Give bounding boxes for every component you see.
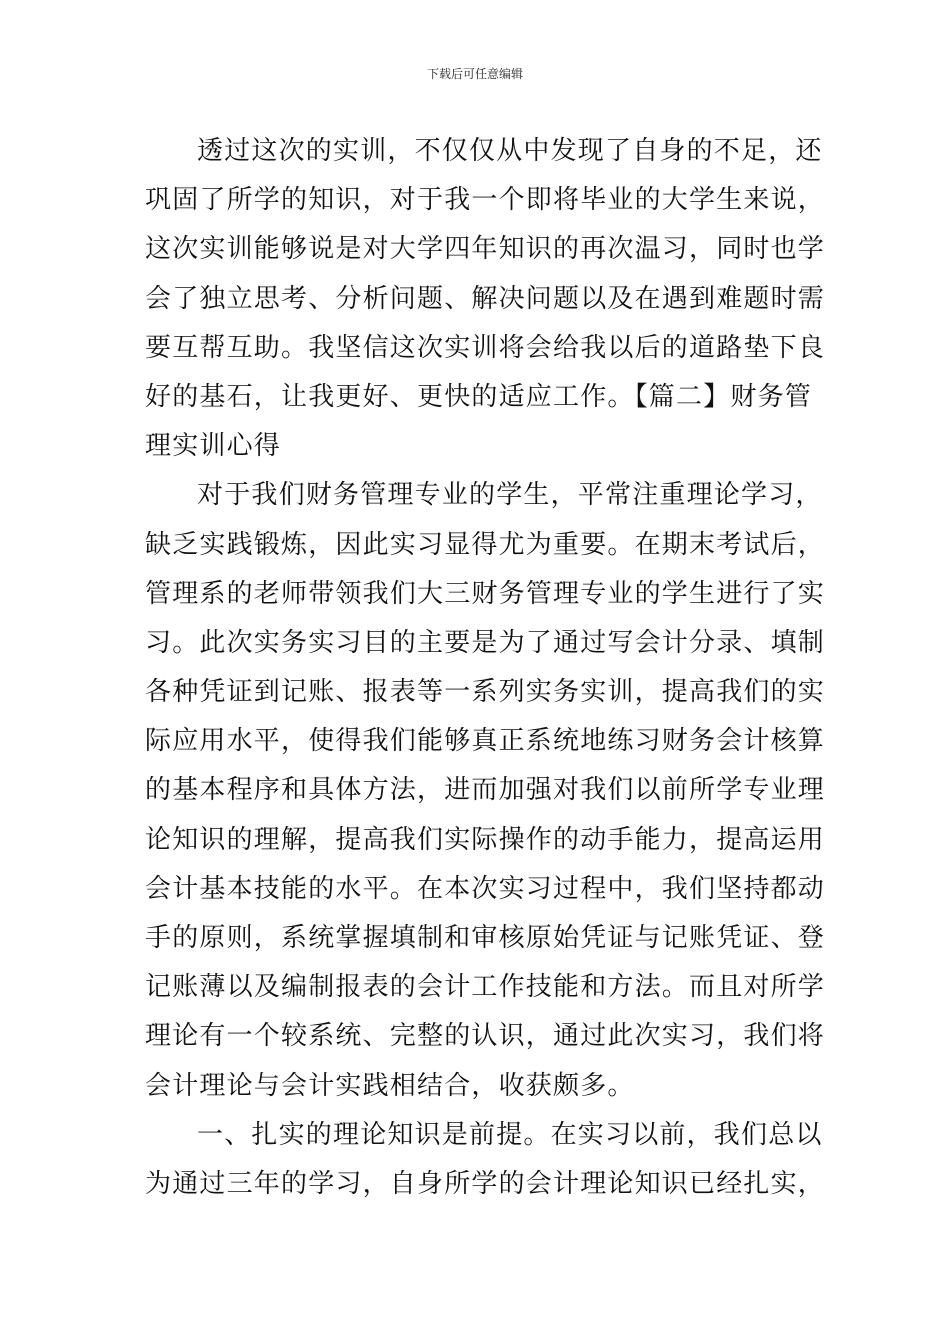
page-header: 下载后可任意编辑 — [426, 67, 523, 81]
text-line: 透过这次的实训，不仅仅从中发现了自身的不足，还 — [197, 136, 823, 166]
text-line: 为通过三年的学习，自身所学的会计理论知识已经扎实， — [145, 1168, 826, 1199]
text-line: 会计基本技能的水平。在本次实习过程中，我们坚持都动 — [145, 873, 826, 904]
text-line: 手的原则，系统掌握填制和审核原始凭证与记账凭证、登 — [145, 923, 826, 953]
text-line: 际应用水平，使得我们能够真正系统地练习财务会计核算 — [145, 726, 826, 757]
text-line: 缺乏实践锻炼，因此实习显得尤为重要。在期末考试后， — [145, 529, 826, 560]
text-line: 要互帮互助。我坚信这次实训将会给我以后的道路垫下良 — [145, 332, 826, 363]
text-line: 会了独立思考、分析问题、解决问题以及在遇到难题时需 — [145, 283, 826, 314]
text-line: 习。此次实务实习目的主要是为了通过写会计分录、填制 — [145, 627, 826, 658]
text-line: 会计理论与会计实践相结合，收获颇多。 — [145, 1070, 635, 1101]
text-line: 一、扎实的理论知识是前提。在实习以前，我们总以 — [197, 1119, 823, 1150]
text-line: 理实训心得 — [145, 431, 282, 462]
text-line: 的基本程序和具体方法，进而加强对我们以前所学专业理 — [145, 775, 826, 806]
text-line: 各种凭证到记账、报表等一系列实务实训，提高我们的实 — [145, 677, 826, 708]
text-line: 论知识的理解，提高我们实际操作的动手能力，提高运用 — [145, 824, 826, 855]
text-line: 巩固了所学的知识，对于我一个即将毕业的大学生来说， — [145, 185, 826, 216]
body-text — [145, 127, 826, 1209]
text-line: 管理系的老师带领我们大三财务管理专业的学生进行了实 — [145, 578, 826, 609]
text-line: 这次实训能够说是对大学四年知识的再次温习，同时也学 — [145, 234, 826, 265]
text-line: 好的基石，让我更好、更快的适应工作。【篇二】财务管 — [145, 381, 813, 412]
text-line: 理论有一个较系统、完整的认识，通过此次实习，我们将 — [145, 1021, 826, 1052]
text-line: 对于我们财务管理专业的学生，平常注重理论学习， — [197, 480, 823, 511]
text-line: 记账薄以及编制报表的会计工作技能和方法。而且对所学 — [145, 972, 826, 1003]
